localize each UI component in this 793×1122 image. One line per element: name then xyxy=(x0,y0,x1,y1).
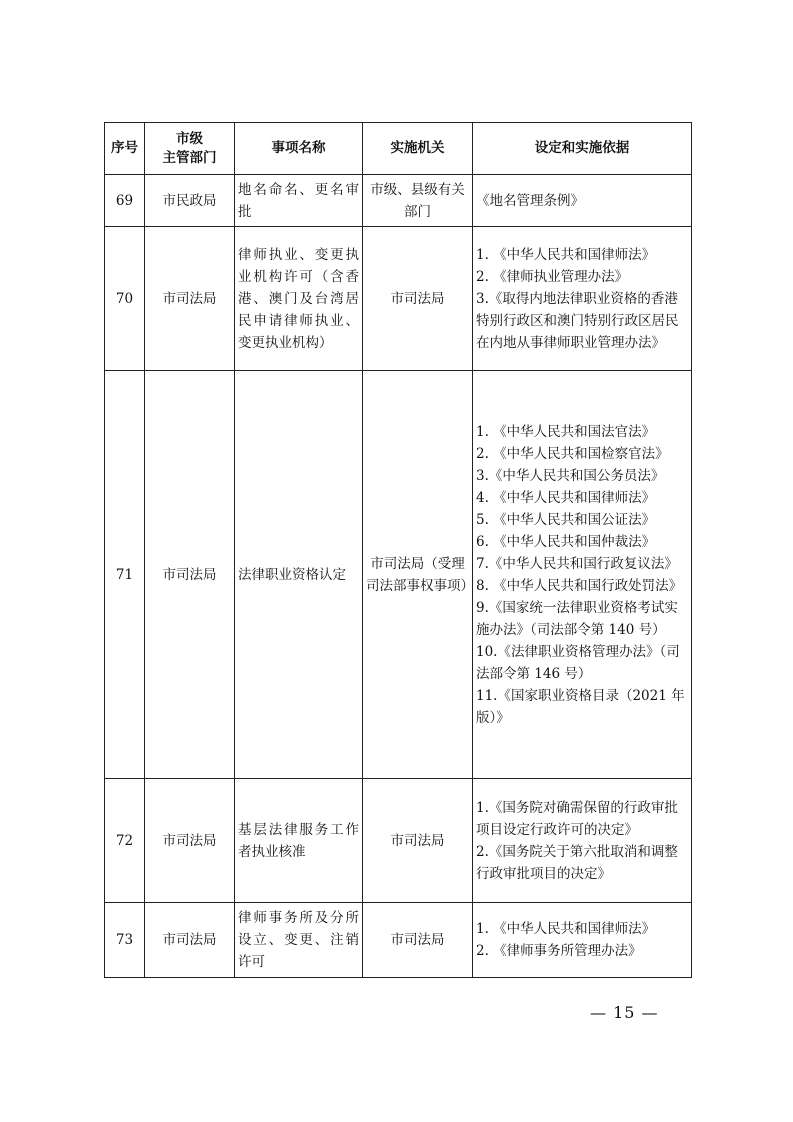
basis-line: 4. 《中华人民共和国律师法》 xyxy=(476,489,656,506)
basis-line: 《地名管理条例》 xyxy=(476,192,584,209)
row-seq: 71 xyxy=(105,371,145,779)
row-basis xyxy=(473,371,692,779)
header-seq: 序号 xyxy=(105,123,145,175)
row-basis xyxy=(473,227,692,371)
basis-line: 8. 《中华人民共和国行政处罚法》 xyxy=(476,577,683,594)
basis-line: 10.《法律职业资格管理办法》（司法部令第 146 号） xyxy=(476,643,680,682)
basis-line: 11.《国家职业资格目录（2021 年版）》 xyxy=(476,687,685,726)
row-basis xyxy=(473,903,692,978)
table-row xyxy=(105,371,692,779)
row-item-name: 律师执业、变更执业机构许可（含香港、澳门及台湾居民申请律师执业、变更执业机构） xyxy=(235,227,363,371)
row-basis xyxy=(473,779,692,903)
basis-line: 1.《国务院对确需保留的行政审批项目设定行政许可的决定》 xyxy=(476,799,678,838)
table-row xyxy=(105,227,692,371)
row-dept: 市司法局 xyxy=(145,779,235,903)
row-basis xyxy=(473,175,692,227)
basis-line: 2.《国务院关于第六批取消和调整行政审批项目的决定》 xyxy=(476,843,678,882)
basis-line: 2. 《律师事务所管理办法》 xyxy=(476,943,642,959)
basis-line: 1. 《中华人民共和国律师法》 xyxy=(476,246,656,263)
header-agency: 实施机关 xyxy=(363,123,473,175)
basis-line: 6. 《中华人民共和国仲裁法》 xyxy=(476,533,656,550)
basis-line: 7.《中华人民共和国行政复议法》 xyxy=(476,555,678,572)
basis-line: 9.《国家统一法律职业资格考试实施办法》（司法部令第 140 号） xyxy=(476,599,678,638)
basis-line: 2. 《中华人民共和国检察官法》 xyxy=(476,445,669,462)
table-header-row xyxy=(105,123,692,175)
row-agency: 市司法局 xyxy=(363,227,473,371)
table-row xyxy=(105,903,692,978)
page-number: — 15 — xyxy=(590,1003,659,1022)
row-seq: 72 xyxy=(105,779,145,903)
table-row xyxy=(105,779,692,903)
row-item-name: 基层法律服务工作者执业核准 xyxy=(235,779,363,903)
row-seq: 69 xyxy=(105,175,145,227)
header-item-name: 事项名称 xyxy=(235,123,363,175)
row-dept: 市司法局 xyxy=(145,903,235,978)
row-item-name: 地名命名、更名审批 xyxy=(235,175,363,227)
row-dept: 市司法局 xyxy=(145,227,235,371)
row-item-name: 法律职业资格认定 xyxy=(235,371,363,779)
basis-line: 1. 《中华人民共和国律师法》 xyxy=(476,921,656,937)
header-dept-line2: 主管部门 xyxy=(162,149,217,166)
row-agency: 市级、县级有关部门 xyxy=(363,175,473,227)
basis-line: 3.《中华人民共和国公务员法》 xyxy=(476,467,665,484)
approval-items-table xyxy=(104,122,692,978)
row-dept: 市民政局 xyxy=(145,175,235,227)
table-row xyxy=(105,175,692,227)
basis-line: 3.《取得内地法律职业资格的香港特别行政区和澳门特别行政区居民在内地从事律师职业管理办法》 xyxy=(476,290,679,351)
row-agency: 市司法局 xyxy=(363,779,473,903)
row-item-name: 律师事务所及分所设立、变更、注销许可 xyxy=(235,903,363,978)
basis-line: 1. 《中华人民共和国法官法》 xyxy=(476,423,656,440)
row-agency: 市司法局（受理司法部事权事项） xyxy=(363,371,473,779)
row-dept: 市司法局 xyxy=(145,371,235,779)
basis-line: 5. 《中华人民共和国公证法》 xyxy=(476,511,656,528)
header-dept xyxy=(145,123,235,175)
row-seq: 73 xyxy=(105,903,145,978)
header-dept-line1: 市级 xyxy=(176,130,203,147)
header-basis: 设定和实施依据 xyxy=(473,123,692,175)
basis-line: 2. 《律师执业管理办法》 xyxy=(476,268,629,285)
row-agency: 市司法局 xyxy=(363,903,473,978)
row-seq: 70 xyxy=(105,227,145,371)
